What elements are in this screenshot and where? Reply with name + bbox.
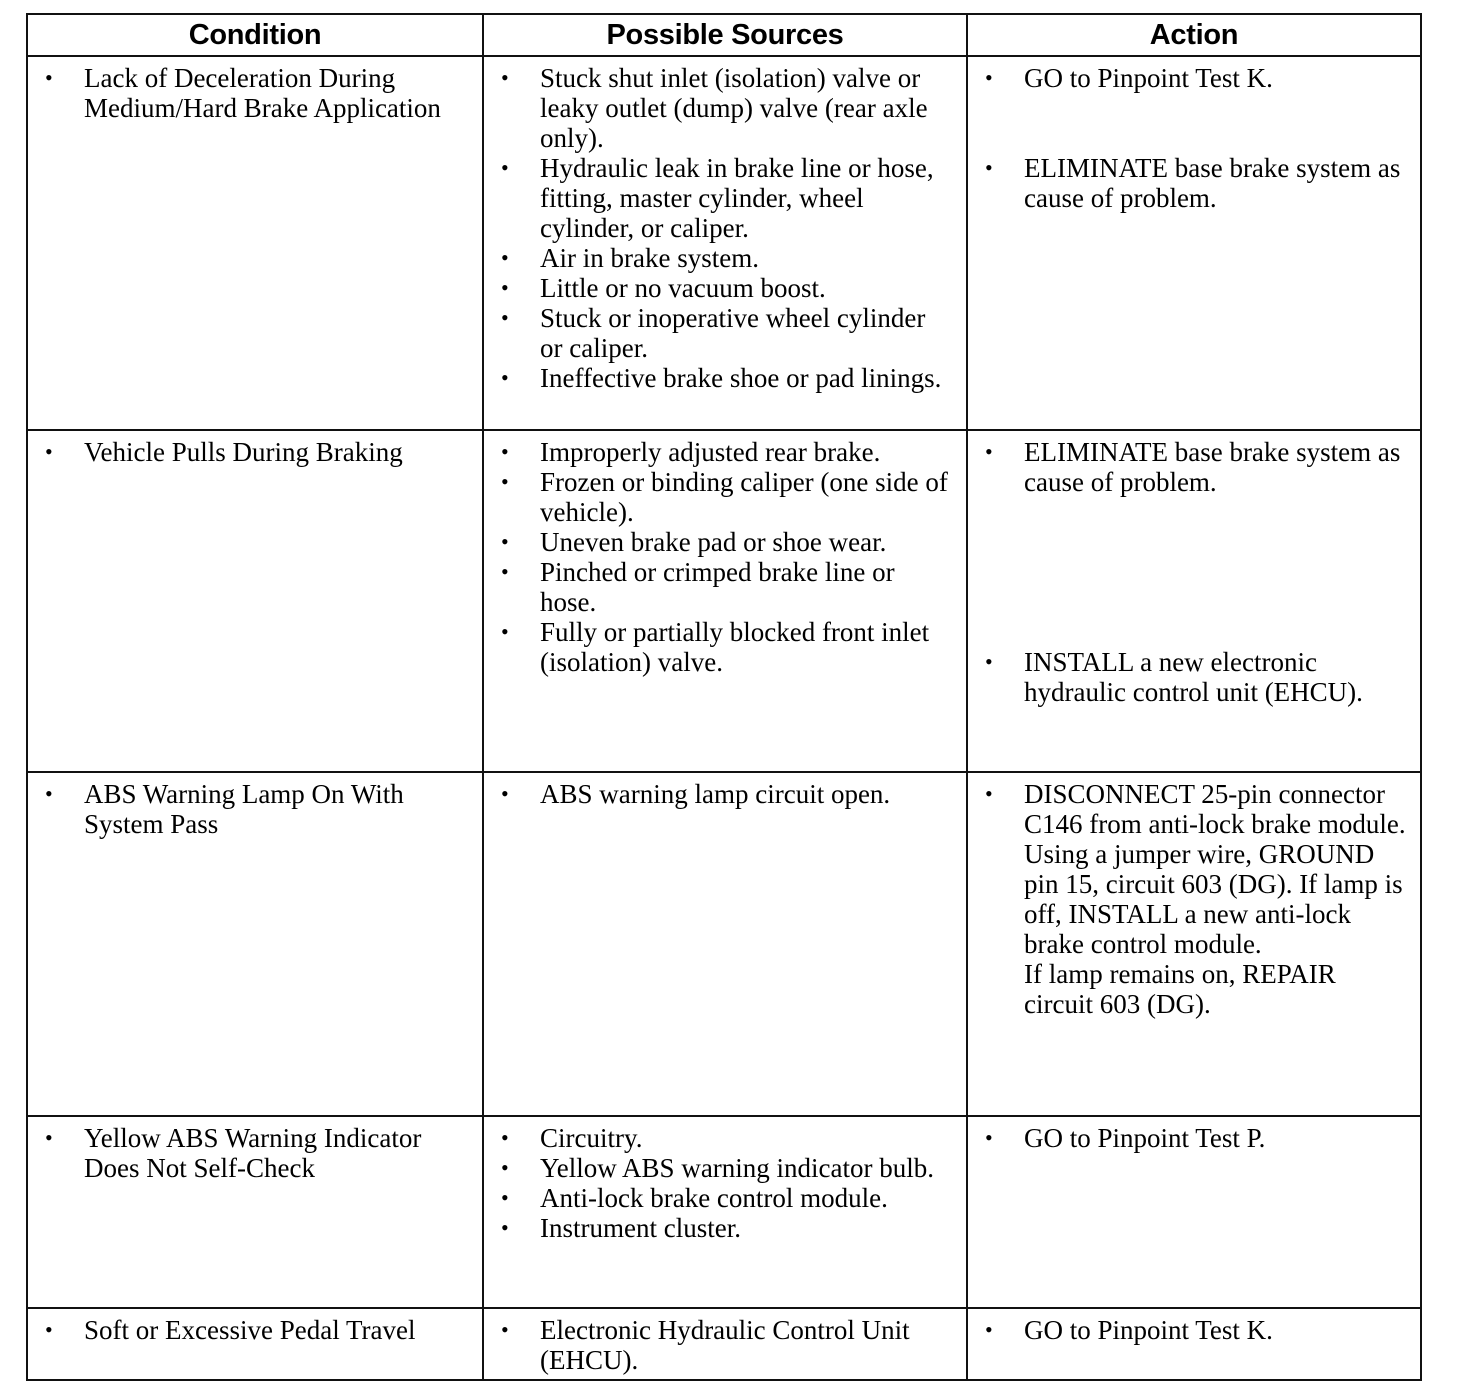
- list-item: • GO to Pinpoint Test P.: [985, 1123, 1266, 1153]
- condition-cell: [27, 1308, 483, 1380]
- list-item: • Stuck or inoperative wheel cylinder or caliper.: [501, 303, 926, 363]
- bullet-icon: •: [45, 65, 53, 90]
- list-item: • Ineffective brake shoe or pad linings.: [501, 363, 942, 393]
- list-item: • Soft or Excessive Pedal Travel: [45, 1315, 416, 1345]
- bullet-icon: •: [985, 1125, 993, 1150]
- list-item: • DISCONNECT 25-pin connector C146 from anti-lock brake module. Using a jumper wire, GROUND pin 15, circuit 603 (DG). If lamp is off, INSTALL a new anti-lock brake control module. If lamp remains on, REPAIR circuit 603 (DG).: [985, 779, 1406, 1019]
- bullet-icon: •: [501, 1215, 509, 1240]
- bullet-icon: •: [501, 781, 509, 806]
- list-item: • Improperly adjusted rear brake.: [501, 437, 881, 467]
- bullet-icon: •: [985, 781, 993, 806]
- table-row: [27, 772, 1421, 1116]
- bullet-icon: •: [501, 65, 509, 90]
- bullet-icon: •: [501, 439, 509, 464]
- bullet-icon: •: [501, 619, 509, 644]
- list-item: • Instrument cluster.: [501, 1213, 741, 1243]
- list-item: • Hydraulic leak in brake line or hose, fitting, master cylinder, wheel cylinder, or caliper.: [501, 153, 934, 243]
- bullet-icon: •: [45, 1317, 53, 1342]
- list-item: • Frozen or binding caliper (one side of vehicle).: [501, 467, 948, 527]
- bullet-icon: •: [501, 365, 509, 390]
- bullet-icon: •: [501, 529, 509, 554]
- list-item: • GO to Pinpoint Test K.: [985, 63, 1273, 93]
- bullet-icon: •: [501, 245, 509, 270]
- list-item: • Electronic Hydraulic Control Unit (EHCU).: [501, 1315, 910, 1375]
- bullet-icon: •: [985, 649, 993, 674]
- list-item: • ELIMINATE base brake system as cause of problem.: [985, 153, 1401, 213]
- sources-cell: [483, 56, 967, 430]
- bullet-icon: •: [985, 65, 993, 90]
- list-item: • Stuck shut inlet (isolation) valve or leaky outlet (dump) valve (rear axle only).: [501, 63, 928, 153]
- condition-cell: [27, 772, 483, 1116]
- condition-cell: [27, 56, 483, 430]
- bullet-icon: •: [501, 559, 509, 584]
- list-item: • Vehicle Pulls During Braking: [45, 437, 403, 467]
- table-row: [27, 430, 1421, 772]
- sources-cell: [483, 1308, 967, 1380]
- bullet-icon: •: [501, 155, 509, 180]
- list-item: • GO to Pinpoint Test K.: [985, 1315, 1273, 1345]
- table-row: [27, 56, 1421, 430]
- list-item: • Yellow ABS Warning Indicator Does Not Self-Check: [45, 1123, 422, 1183]
- list-item: • Lack of Deceleration During Medium/Hard Brake Application: [45, 63, 441, 123]
- bullet-icon: •: [45, 439, 53, 464]
- bullet-icon: •: [501, 1155, 509, 1180]
- list-item: • ELIMINATE base brake system as cause of problem.: [985, 437, 1401, 497]
- bullet-icon: •: [501, 1317, 509, 1342]
- list-item: • INSTALL a new electronic hydraulic control unit (EHCU).: [985, 647, 1363, 707]
- sources-cell: [483, 772, 967, 1116]
- list-item: • Air in brake system.: [501, 243, 759, 273]
- bullet-icon: •: [501, 1185, 509, 1210]
- sources-cell: [483, 430, 967, 772]
- header-condition: Condition: [27, 14, 483, 56]
- action-cell: [967, 772, 1421, 1116]
- header-action: Action: [967, 14, 1421, 56]
- list-item: • Yellow ABS warning indicator bulb.: [501, 1153, 935, 1183]
- action-cell: [967, 430, 1421, 772]
- action-cell: [967, 1308, 1421, 1380]
- bullet-icon: •: [45, 781, 53, 806]
- bullet-icon: •: [45, 1125, 53, 1150]
- bullet-icon: •: [501, 1125, 509, 1150]
- table-row: [27, 1116, 1421, 1308]
- table-row: [27, 1308, 1421, 1380]
- list-item: • Little or no vacuum boost.: [501, 273, 826, 303]
- condition-cell: [27, 1116, 483, 1308]
- bullet-icon: •: [501, 305, 509, 330]
- action-cell: [967, 56, 1421, 430]
- bullet-icon: •: [501, 469, 509, 494]
- action-cell: [967, 1116, 1421, 1308]
- header-possible-sources: Possible Sources: [483, 14, 967, 56]
- diagnosis-table: [26, 13, 1422, 1381]
- bullet-icon: •: [985, 1317, 993, 1342]
- bullet-icon: •: [985, 439, 993, 464]
- header-row: [27, 14, 1421, 56]
- list-item: • Circuitry.: [501, 1123, 643, 1153]
- condition-cell: [27, 430, 483, 772]
- list-item: • Anti-lock brake control module.: [501, 1183, 888, 1213]
- sources-cell: [483, 1116, 967, 1308]
- list-item: • Pinched or crimped brake line or hose.: [501, 557, 895, 617]
- list-item: • Uneven brake pad or shoe wear.: [501, 527, 887, 557]
- list-item: • ABS Warning Lamp On With System Pass: [45, 779, 404, 839]
- bullet-icon: •: [501, 275, 509, 300]
- list-item: • ABS warning lamp circuit open.: [501, 779, 891, 809]
- bullet-icon: •: [985, 155, 993, 180]
- list-item: • Fully or partially blocked front inlet (isolation) valve.: [501, 617, 930, 677]
